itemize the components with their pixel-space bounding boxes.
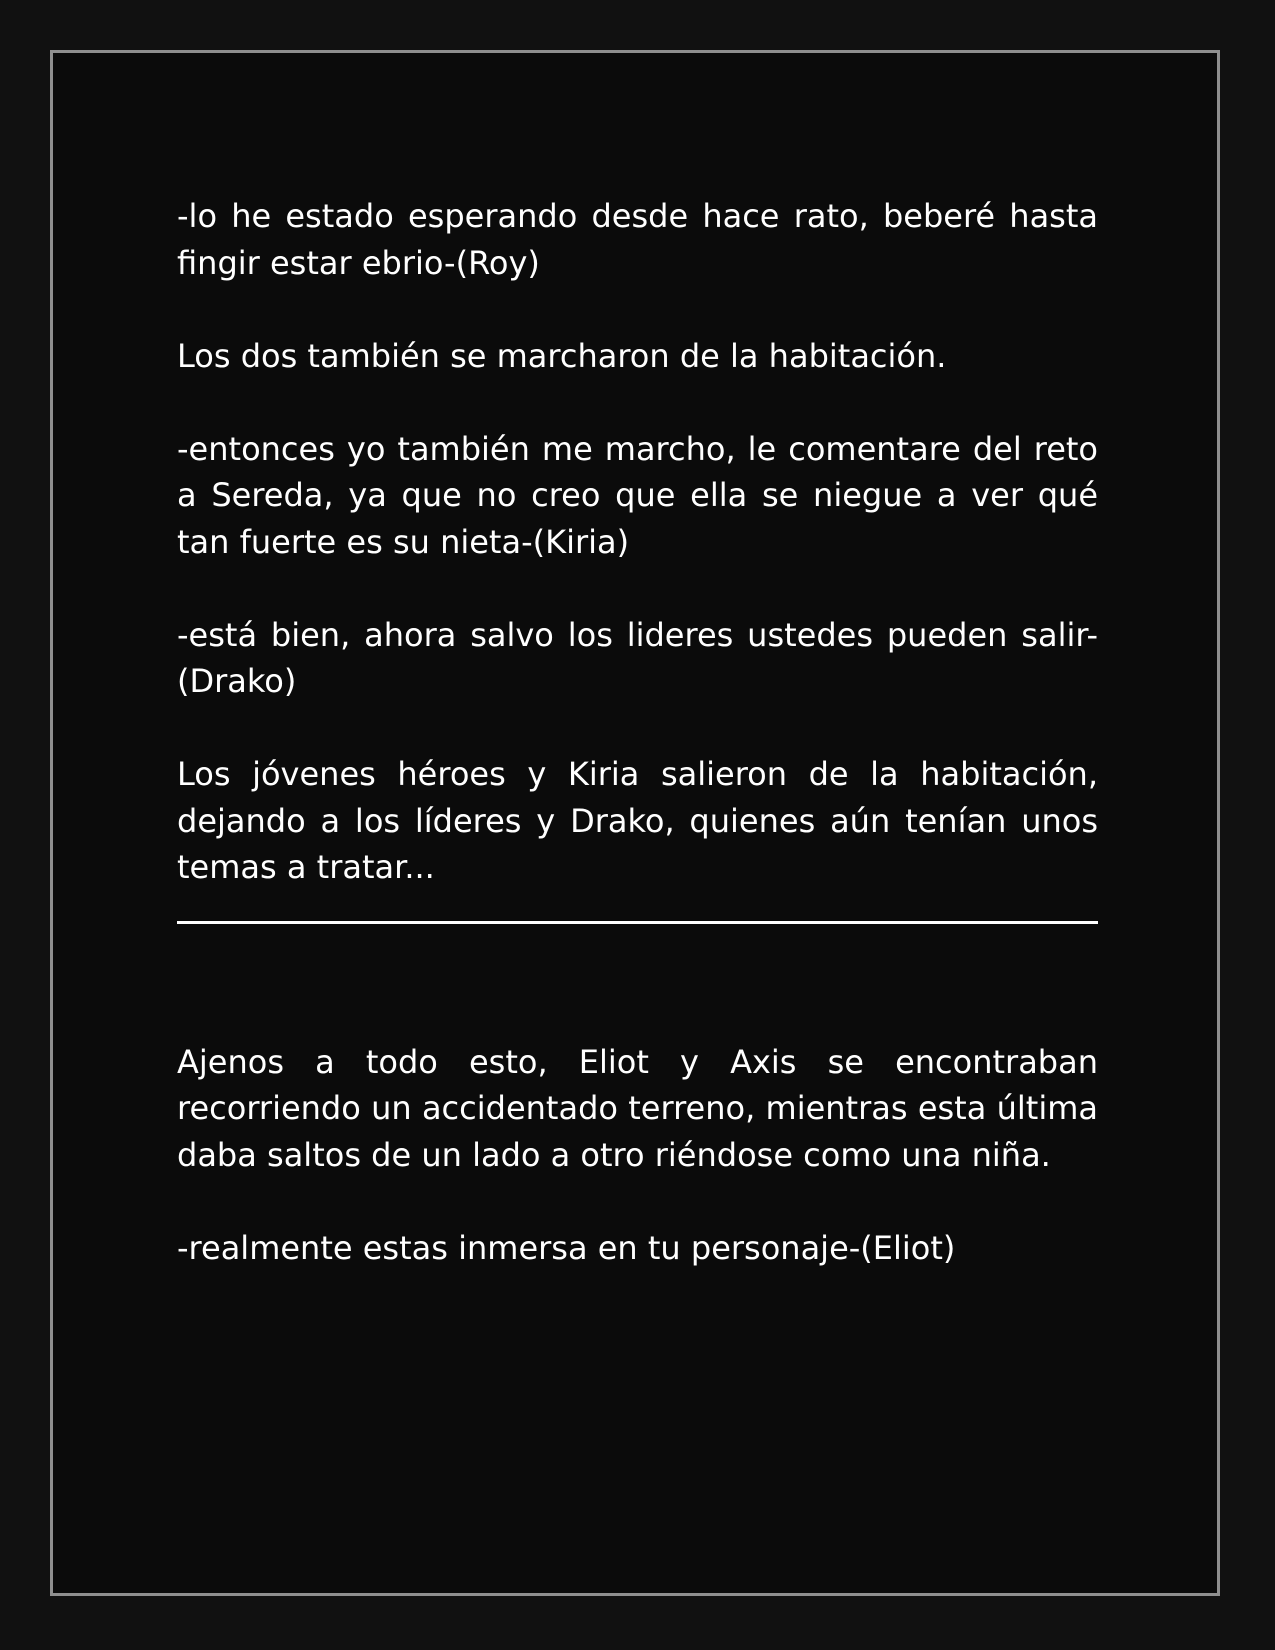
paragraph-narration-eliot-axis: Ajenos a todo esto, Eliot y Axis se encontraban recorriendo un accidentado terreno, mientras esta última daba saltos de un lado a otro riéndose como una niña.: [177, 1042, 1098, 1174]
section-divider: [177, 921, 1098, 924]
paragraph-roy-dialogue: -lo he estado esperando desde hace rato, beberé hasta fingir estar ebrio-(Roy): [177, 197, 1098, 282]
paragraph-eliot-dialogue: -realmente estas inmersa en tu personaje-(Eliot): [177, 1228, 956, 1267]
paragraph-kiria-dialogue: -entonces yo también me marcho, le comentare del reto a Sereda, ya que no creo que ella se niegue a ver qué tan fuerte es su nieta-(Kiria): [177, 429, 1098, 561]
paragraph-drako-dialogue: -está bien, ahora salvo los lideres ustedes pueden salir-(Drako): [177, 615, 1098, 700]
story-text: [177, 193, 1098, 1271]
paragraph-narration-leave: Los dos también se marcharon de la habitación.: [177, 336, 947, 375]
paragraph-narration-heroes: Los jóvenes héroes y Kiria salieron de la habitación, dejando a los líderes y Drako, quienes aún tenían unos temas a tratar...: [177, 755, 1098, 886]
